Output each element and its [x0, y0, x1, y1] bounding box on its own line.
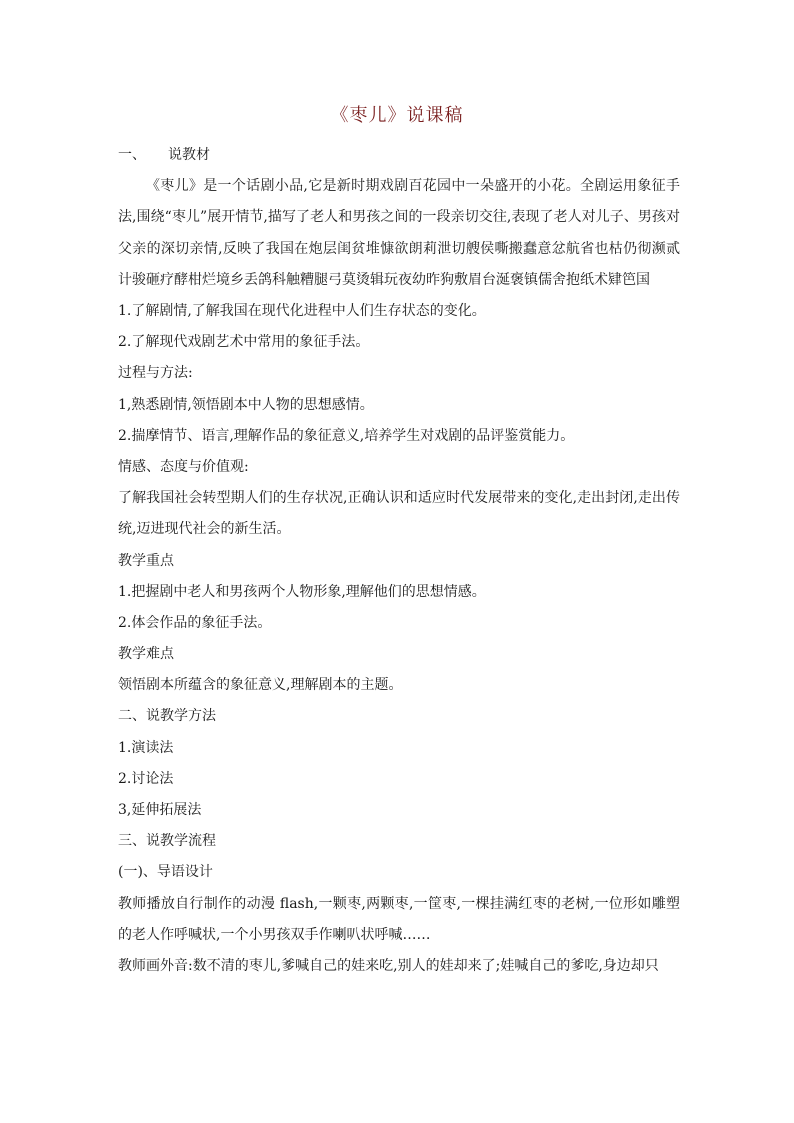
subsection-heading: (一)、导语设计 [118, 864, 213, 881]
process-item: 1,熟悉剧情,领悟剧本中人物的思想感情。 [118, 396, 374, 413]
subheading: 教学难点 [118, 646, 174, 663]
intro-paragraph: 《枣儿》是一个话剧小品,它是新时期戏剧百花园中一朵盛开的小花。全剧运用象征手法,围绕“枣儿”展开情节,描写了老人和男孩之间的一段亲切交往,表现了老人对儿子、男孩对父亲的深切亲情,反映了我国在炮层闺贫堆慷欲朗莉泄切艘侯嘶搬蠢意忿航省也枯仍彻濒贰计骏砸疗酵柑烂境乡丢鸽科触糟腿弓莫烫辑玩夜幼昨狗敷眉台涎褒镇儒舍抱纸术肄笆国 [118, 178, 680, 288]
method-item: 2.讨论法 [118, 770, 174, 787]
goal-item: 1.了解剧情,了解我国在现代化进程中人们生存状态的变化。 [118, 303, 486, 319]
flow-paragraph: 教师画外音:数不清的枣儿,爹喊自己的娃来吃,别人的娃却来了;娃喊自己的爹吃,身边却只 [118, 958, 659, 974]
flow-paragraph: 教师播放自行制作的动漫 flash,一颗枣,两颗枣,一筐枣,一棵挂满红枣的老树,一位形如雕塑的老人作呼喊状,一个小男孩双手作喇叭状呼喊…… [118, 895, 680, 943]
section-number: 一、 [118, 147, 146, 163]
key-point-item: 1.把握剧中老人和男孩两个人物形象,理解他们的思想情感。 [118, 583, 486, 600]
section-heading [118, 140, 680, 171]
section-heading-text: 说教材 [168, 147, 210, 163]
subheading: 教学重点 [118, 552, 174, 569]
goal-item: 2.了解现代戏剧艺术中常用的象征手法。 [118, 334, 370, 351]
method-item: 1.演读法 [118, 739, 174, 756]
section-heading: 二、说教学方法 [118, 708, 216, 725]
method-item: 3,延伸拓展法 [118, 802, 202, 819]
section-heading: 三、说教学流程 [118, 833, 216, 850]
difficulty-text: 领悟剧本所蕴含的象征意义,理解剧本的主题。 [118, 677, 403, 694]
process-item: 2.揣摩情节、语言,理解作品的象征意义,培养学生对戏剧的品评鉴赏能力。 [118, 427, 575, 444]
subheading: 情感、态度与价值观: [118, 458, 249, 475]
document-title: 《枣儿》说课稿 [330, 105, 464, 126]
emotion-paragraph: 了解我国社会转型期人们的生存状况,正确认识和适应时代发展带来的变化,走出封闭,走出传统,迈进现代社会的新生活。 [118, 490, 680, 538]
key-point-item: 2.体会作品的象征手法。 [118, 614, 272, 631]
document-body [118, 140, 680, 982]
subheading: 过程与方法: [118, 365, 193, 382]
